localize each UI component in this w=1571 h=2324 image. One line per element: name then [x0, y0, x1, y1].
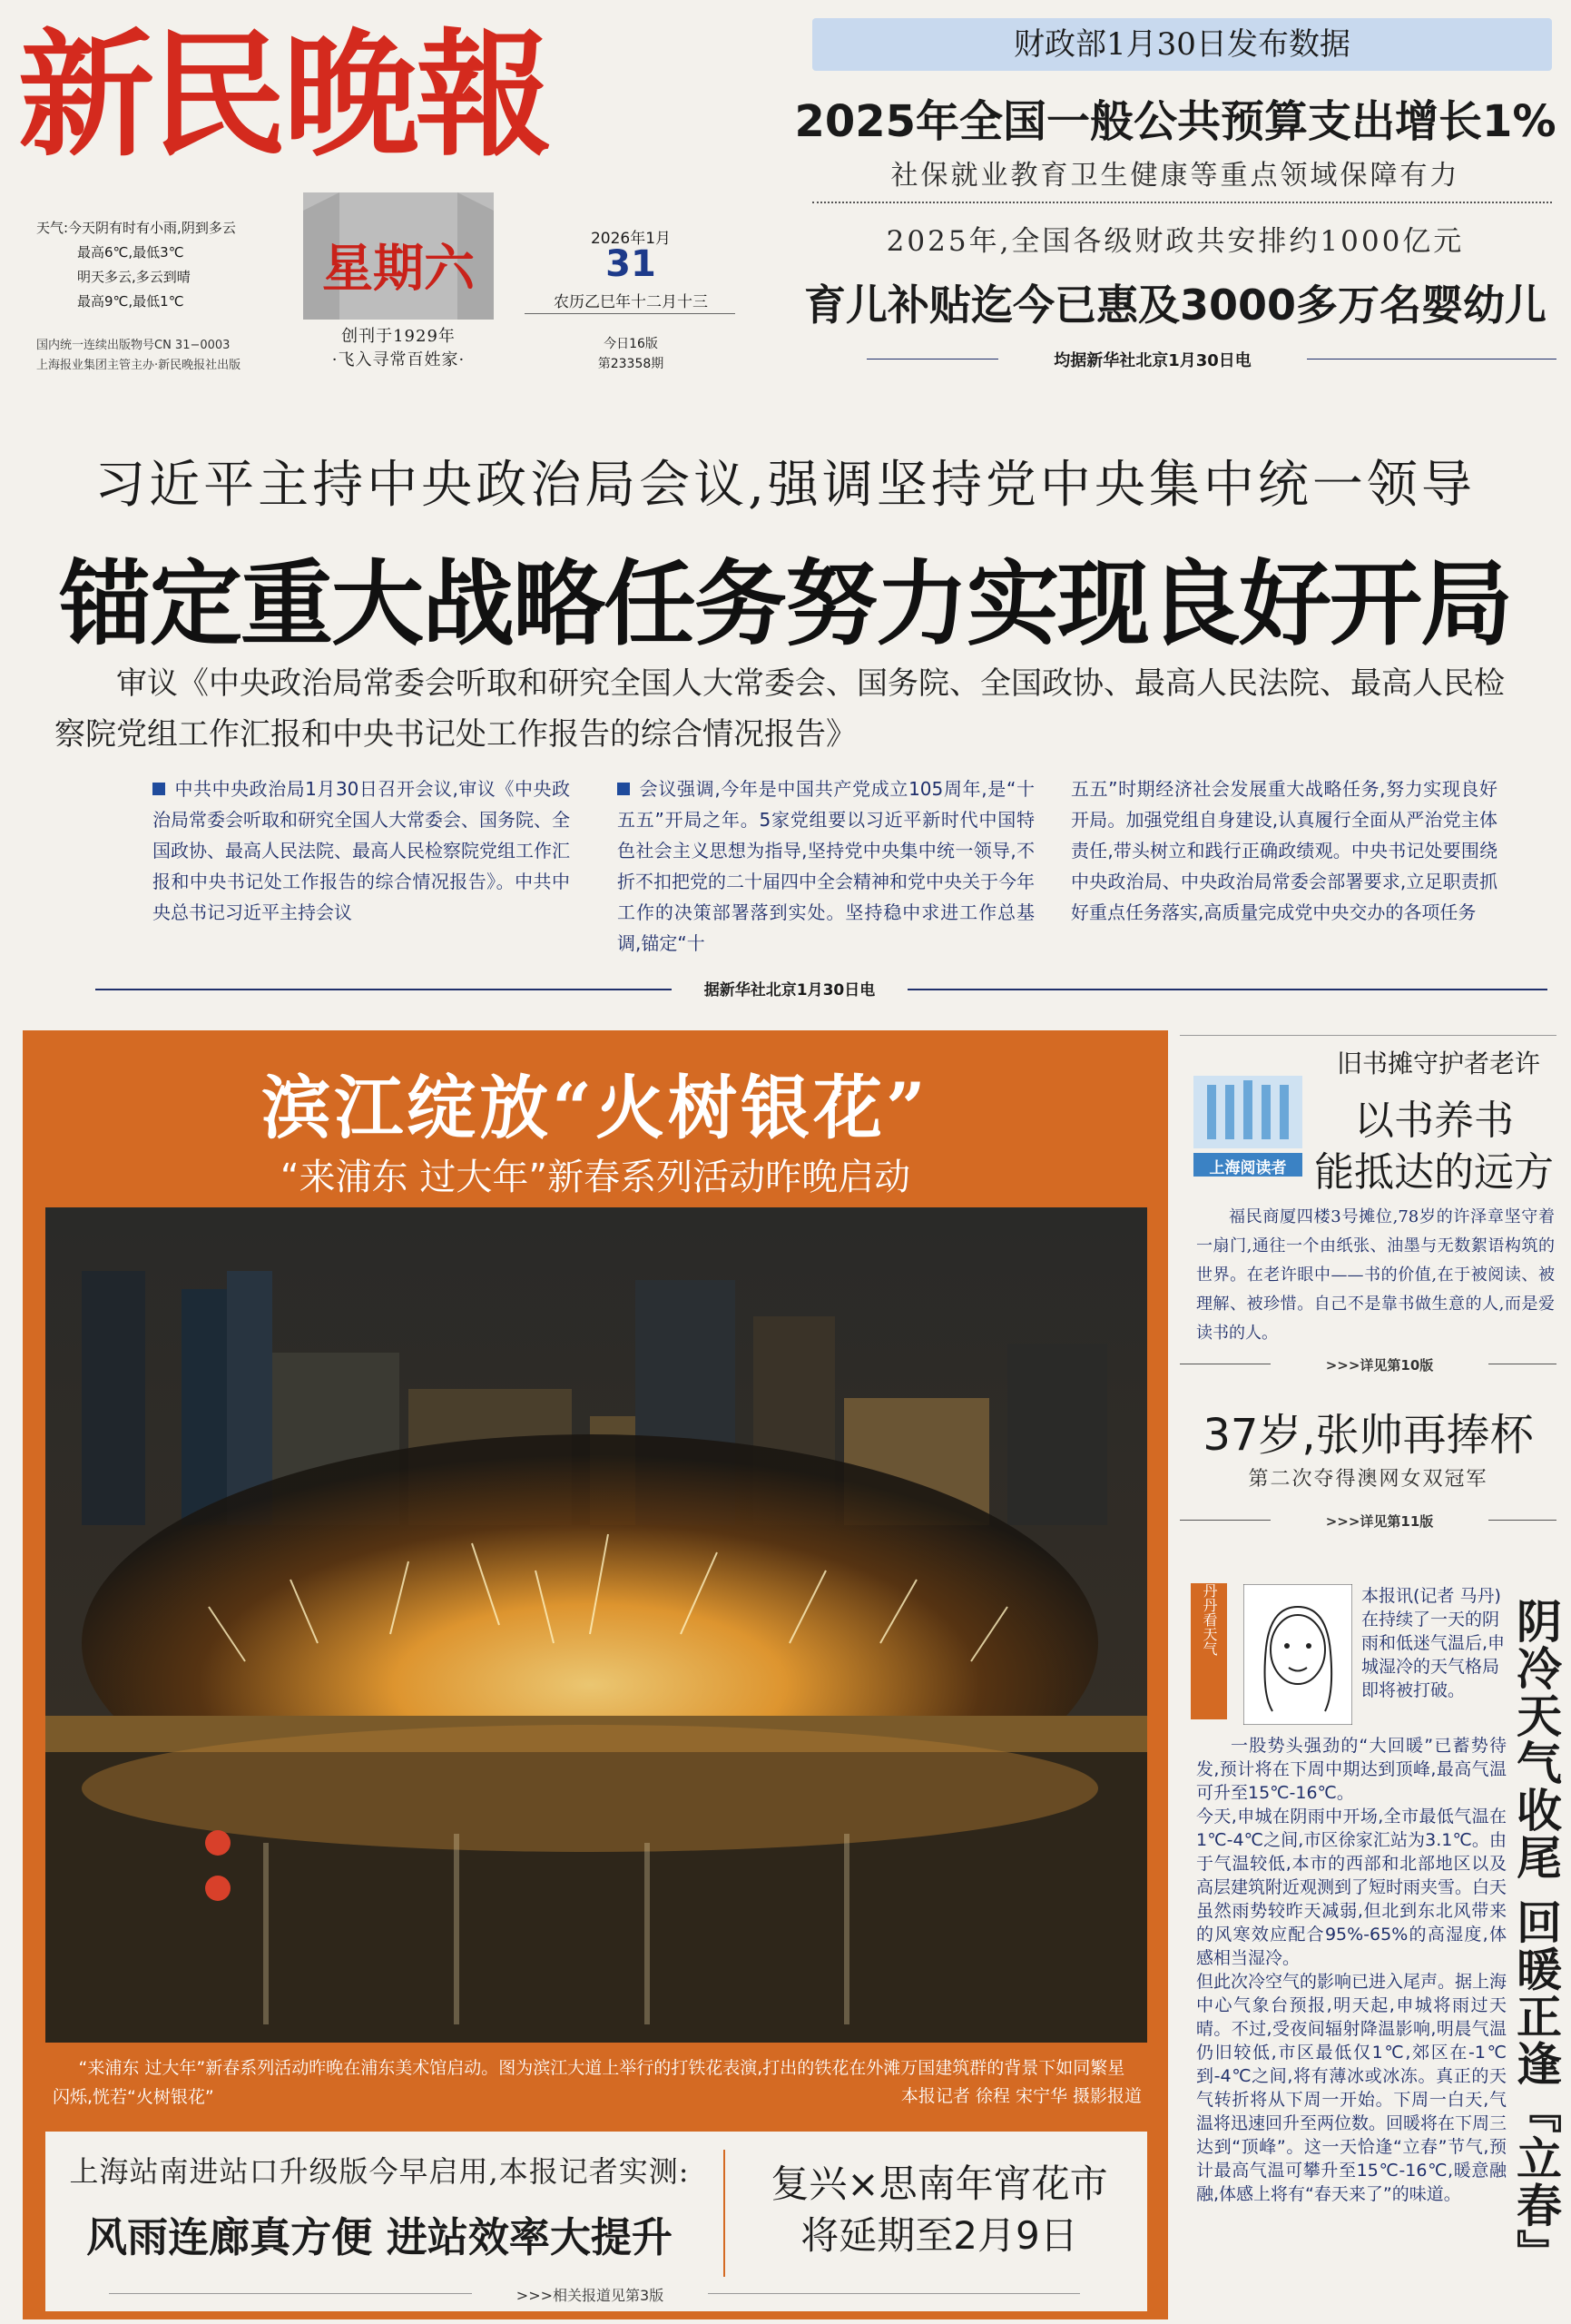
- bullet-square: [617, 783, 630, 795]
- bookstall-summary: 福民商厦四楼3号摊位,78岁的许泽章坚守着一扇门,通往一个由纸张、油墨与无数絮语构筑的世界。在老许眼中——书的价值,在于被阅读、被理解、被珍惜。自己不是靠书做生意的人,而是爱读书的人。: [1196, 1207, 1555, 1343]
- lead-deck: 审议《中央政治局常委会听取和研究全国人大常委会、国务院、全国政协、最高人民法院、最高人民检察院党组工作汇报和中央书记处工作报告的综合情况报告》: [54, 665, 1505, 753]
- founded-line: 创刊于1929年: [341, 327, 456, 346]
- weather-story-body: 一股势头强劲的“大回暖”已蓄势待发,预计将在下周中期达到顶峰,最高气温可升至15℃-16℃。 今天,申城在阴雨中开场,全市最低气温在1℃-4℃之间,市区徐家汇站为3.1℃。由于气温较低,本市的西部和北部地区以及高层建筑附近观测到了短时雨夹雪。白天虽然雨势较昨天减弱,但北到东北风带来的风寒效应配合95%-65%的高湿度,体感相当湿冷。 但此次冷空气的影响已进入尾声。据上海中心气象台预报,明天起,申城将雨过天晴。不过,受夜间辐射降温影响,明晨气温仍旧较低,市区最低仅1℃,郊区在-1℃到-4℃之间,将有薄冰或冰冻。真正的天气转折将从下周一开始。下周一白天,气温将迅速回升至两位数。回暖将在下周三达到“顶峰”。这一天恰逢“立春”节气,预计最高气温可攀升至15℃-16℃,暖意融融,体感上将有“春天来了”的味道。: [1196, 1736, 1507, 2204]
- lead-column-3: 五五”时期经济社会发展重大战略任务,努力实现良好开局。加强党组自身建设,认真履行全面从严治党主体责任,带头树立和践行正确政绩观。中央书记处要围绕中央政治局、中央政治局常委会部署要求,立足职责抓好重点任务落实,高质量完成党中央交办的各项任务: [1071, 778, 1497, 923]
- feature-photo[interactable]: [45, 1207, 1147, 2043]
- weather-line: 明天多云,多云到晴: [77, 269, 191, 285]
- columnist-portrait: [1243, 1584, 1352, 1725]
- publication-info: [36, 336, 345, 376]
- bookstall-headline-2[interactable]: 能抵达的远方: [1314, 1149, 1554, 1196]
- page-count: 今日16版: [604, 337, 658, 351]
- lead-column-2: [617, 773, 1035, 959]
- finance-kicker: 财政部1月30日发布数据: [812, 18, 1552, 71]
- weekday: 星期六: [322, 239, 475, 299]
- lunar-date: 农历乙巳年十二月十三: [554, 293, 708, 311]
- shanghai-reader-logo: [1189, 1071, 1307, 1180]
- column-title: 看天气: [1201, 1612, 1218, 1656]
- divider: [1180, 1035, 1556, 1036]
- lead-column-text: 中共中央政治局1月30日召开会议,审议《中央政治局常委会听取和研究全国人大常委会、国务院、全国政协、最高人民法院、最高人民检察院党组工作汇报和中央书记处工作报告的综合情况报告》。中共中央总书记习近平主持会议: [152, 778, 570, 923]
- bookstall-headline[interactable]: 以书养书: [1354, 1098, 1514, 1144]
- news-source: 均据新华社北京1月30日电: [998, 348, 1307, 371]
- weather-line: 最高9℃,最低1℃: [77, 293, 184, 310]
- portrait-sketch: [1243, 1584, 1352, 1725]
- edition-info: [526, 334, 735, 374]
- feature-headline[interactable]: 滨江绽放“火树银花”: [261, 1068, 929, 1148]
- feature-subhead: “来浦东 过大年”新春系列活动昨晚启动: [280, 1157, 911, 1198]
- tennis-subhead: 第二次夺得澳网女双冠军: [1248, 1468, 1488, 1491]
- finance-headline[interactable]: 2025年全国一般公共预算支出增长1%: [794, 96, 1556, 147]
- bullet-square: [152, 783, 165, 795]
- see-page-10-link[interactable]: >>>详见第10版: [1271, 1355, 1488, 1374]
- weather-box: [36, 216, 309, 314]
- issue-number: 第23358期: [597, 357, 664, 371]
- divider: [812, 202, 1552, 205]
- date-divider: [525, 313, 735, 314]
- date-year-month: 2026年1月: [590, 230, 672, 248]
- flower-market-headline[interactable]: 复兴×思南年宵花市: [771, 2162, 1108, 2206]
- lead-column-1: [152, 773, 570, 928]
- weather-vertical-headline-box: [1508, 1598, 1563, 2315]
- reader-logo-label: 上海阅读者: [1209, 1159, 1287, 1177]
- masthead-logo: 新民晚報: [18, 15, 549, 175]
- weather-vertical-headline[interactable]: 阴冷天气收尾 回暖正逢『立春』: [1509, 1598, 1562, 2277]
- weather-column-badge: [1191, 1583, 1227, 1719]
- date-day: 31: [605, 243, 656, 285]
- weather-line: 天气:今天阴有时有小雨,阴到多云: [36, 220, 236, 236]
- childcare-kicker: 2025年,全国各级财政共安排约1000亿元: [886, 225, 1465, 258]
- photo-caption: “来浦东 过大年”新春系列活动昨晚在浦东美术馆启动。图为滨江大道上举行的打铁花表演,打出的铁花在外滩万国建筑群的背景下如同繁星闪烁,恍若“火树银花”: [53, 2058, 1125, 2107]
- pub-info-line: 上海报业集团主管主办·新民晚报社出版: [36, 359, 241, 372]
- childcare-headline[interactable]: 育儿补贴迄今已惠及3000多万名婴幼儿: [803, 281, 1547, 330]
- weather-story-lede: 本报讯(记者 马丹)在持续了一天的阴雨和低迷气温后,申城湿冷的天气格局即将被打破。: [1361, 1586, 1506, 1700]
- founded-motto: [303, 325, 494, 372]
- lead-headline[interactable]: 锚定重大战略任务努力实现良好开局: [59, 551, 1511, 659]
- flower-market-headline-2[interactable]: 将延期至2月9日: [800, 2213, 1078, 2258]
- motto-line: ·飞入寻常百姓家·: [331, 350, 466, 369]
- bookstall-kicker: 旧书摊守护者老许: [1336, 1049, 1540, 1078]
- station-headline[interactable]: 风雨连廊真方便 进站效率大提升: [86, 2213, 673, 2261]
- columnist-name: 丹丹: [1201, 1583, 1218, 1612]
- weather-line: 最高6℃,最低3℃: [77, 244, 184, 261]
- fireworks-photo-art: [45, 1207, 1147, 2043]
- tennis-headline[interactable]: 37岁,张帅再捧杯: [1203, 1410, 1534, 1461]
- lead-kicker: 习近平主持中央政治局会议,强调坚持党中央集中统一领导: [94, 456, 1476, 515]
- lead-column-text: 会议强调,今年是中国共产党成立105周年,是“十五五”开局之年。5家党组要以习近平新时代中国特色社会主义思想为指导,坚持党中央集中统一领导,不折不扣把党的二十届四中全会精神和党中央关于今年工作的决策部署落到实处。坚持稳中求进工作总基调,锚定“十: [617, 778, 1035, 954]
- divider: [723, 2150, 725, 2277]
- photo-credit: 本报记者 徐程 宋宁华 摄影报道: [900, 2086, 1142, 2106]
- see-page-link[interactable]: >>>相关报道见第3版: [472, 2284, 708, 2305]
- see-page-11-link[interactable]: >>>详见第11版: [1271, 1512, 1488, 1531]
- station-kicker: 上海站南进站口升级版今早启用,本报记者实测:: [69, 2154, 690, 2189]
- pub-info-line: 国内统一连续出版物号CN 31−0003: [36, 339, 231, 352]
- lead-source: 据新华社北京1月30日电: [672, 977, 908, 1000]
- finance-subhead: 社保就业教育卫生健康等重点领域保障有力: [890, 160, 1460, 192]
